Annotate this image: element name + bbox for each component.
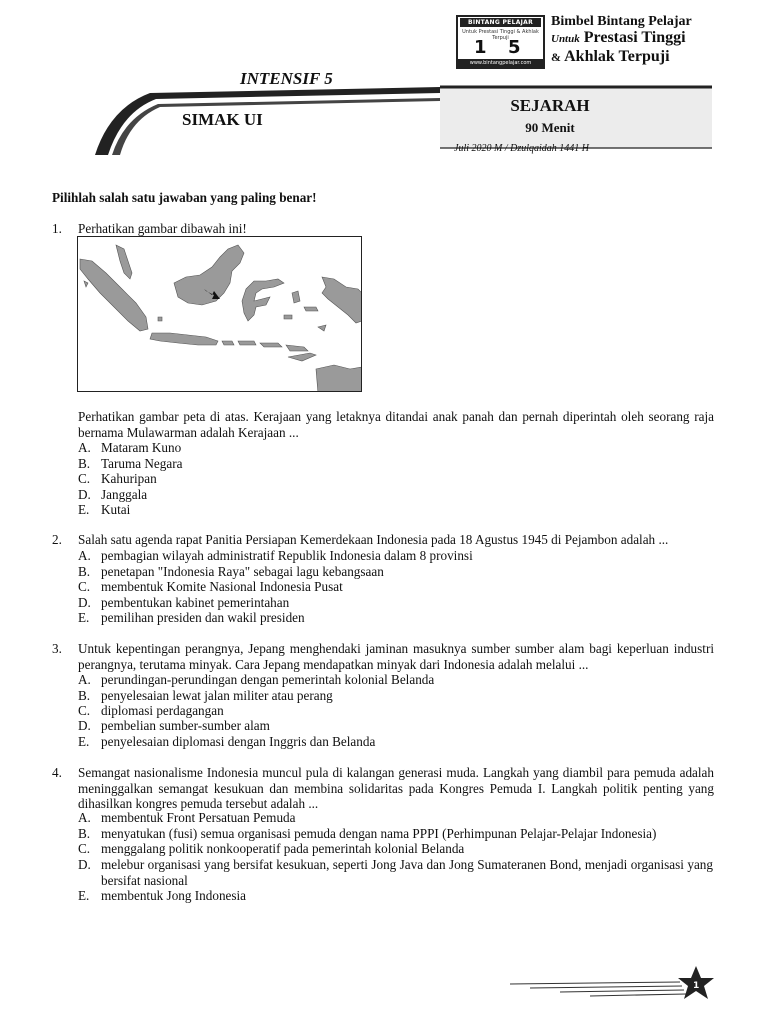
subject-title: SEJARAH [510, 96, 590, 115]
q3-number: 3. [52, 641, 62, 656]
q2-option-c[interactable]: membentuk Komite Nasional Indonesia Pusat [101, 579, 343, 594]
q3-option-c[interactable]: diplomasi perdagangan [101, 703, 224, 718]
q1-option-c-letter: C. [78, 471, 91, 486]
q4-option-c[interactable]: menggalang politik nonkooperatif pada pemerintah kolonial Belanda [101, 841, 465, 856]
brand-tagline-2-prefix: & [551, 50, 561, 64]
q4-option-b-letter: B. [78, 826, 91, 841]
q1-prompt: Perhatikan gambar dibawah ini! [78, 221, 247, 236]
q3-option-b[interactable]: penyelesaian lewat jalan militer atau perang [101, 688, 333, 703]
q2-option-b-letter: B. [78, 564, 91, 579]
brand-tagline-2-text: Akhlak Terpuji [564, 48, 670, 65]
q4-stem: Semangat nasionalisme Indonesia muncul pula di kalangan generasi muda. Langkah yang diambil para pemuda adalah meninggalkan semangat kesukuan dan membina solidaritas pada Kongres Pemuda I. Langkah politik penting yang dihasilkan kongres pemuda tersebut adalah ... [78, 765, 714, 812]
q4-option-e-letter: E. [78, 888, 90, 903]
q4-option-a-letter: A. [78, 810, 91, 825]
q1-option-e-letter: E. [78, 502, 90, 517]
q3-option-d[interactable]: pembelian sumber-sumber alam [101, 718, 270, 733]
q3-option-a-letter: A. [78, 672, 91, 687]
q4-option-d[interactable]: melebur organisasi yang bersifat kesukuan, seperti Jong Java dan Jong Sumateranen Bond, menjadi organisasi yang bersifat nasional [101, 857, 713, 888]
date-label: Juli 2020 M / Dzulqaidah 1441 H [454, 143, 589, 154]
q3-option-c-letter: C. [78, 703, 91, 718]
q2-option-d[interactable]: pembentukan kabinet pemerintahan [101, 595, 290, 610]
page-number: 1 [693, 981, 700, 991]
logo-subtitle: Untuk Prestasi Tinggi & Akhlak Terpuji [462, 29, 539, 41]
q2-option-b[interactable]: penetapan "Indonesia Raya" sebagai lagu kebangsaan [101, 564, 384, 579]
indonesia-map-image [78, 237, 362, 392]
q2-option-a[interactable]: pembagian wilayah administratif Republik Indonesia dalam 8 provinsi [101, 548, 473, 563]
q1-option-c[interactable]: Kahuripan [101, 471, 157, 486]
q1-option-b-letter: B. [78, 456, 91, 471]
q2-stem: Salah satu agenda rapat Panitia Persiapan Kemerdekaan Indonesia pada 18 Agustus 1945 di Pejambon adalah ... [78, 532, 669, 547]
q2-option-c-letter: C. [78, 579, 91, 594]
q2-option-e[interactable]: pemilihan presiden dan wakil presiden [101, 610, 305, 625]
q1-option-d[interactable]: Janggala [101, 487, 148, 502]
q3-stem: Untuk kepentingan perangnya, Jepang menghendaki jaminan masuknya sumber sumber alam bagi keperluan industri perangnya, terutama minyak. Cara Jepang mendapatkan minyak dari Indonesia adalah melalui ... [78, 641, 714, 672]
logo-number-b: 5 [508, 37, 521, 58]
footer-star-graphic [500, 962, 720, 1006]
instruction: Pilihlah salah satu jawaban yang paling benar! [52, 190, 317, 205]
q4-option-c-letter: C. [78, 841, 91, 856]
q1-option-d-letter: D. [78, 487, 91, 502]
brand-tagline-1-prefix: Untuk [551, 33, 580, 45]
exam-title: SIMAK UI [182, 110, 263, 129]
logo-website: www.bintangpelajar.com [458, 59, 543, 67]
q4-option-d-letter: D. [78, 857, 91, 872]
q1-option-e[interactable]: Kutai [101, 502, 131, 517]
brand-tagline-1 [551, 29, 686, 47]
q4-option-a[interactable]: membentuk Front Persatuan Pemuda [101, 810, 296, 825]
q4-number: 4. [52, 765, 62, 780]
q3-option-a[interactable]: perundingan-perundingan dengan pemerintah kolonial Belanda [101, 672, 435, 687]
q4-option-b[interactable]: menyatukan (fusi) semua organisasi pemuda dengan nama PPPI (Perhimpunan Pelajar-Pelajar Indonesia) [101, 826, 657, 841]
brand-logo [456, 15, 545, 69]
brand-tagline-2 [551, 48, 670, 66]
q2-option-e-letter: E. [78, 610, 90, 625]
q3-option-d-letter: D. [78, 718, 91, 733]
q1-option-a[interactable]: Mataram Kuno [101, 440, 182, 455]
q1-option-b[interactable]: Taruma Negara [101, 456, 183, 471]
q4-option-e[interactable]: membentuk Jong Indonesia [101, 888, 247, 903]
program-title: INTENSIF 5 [240, 69, 333, 88]
q3-option-b-letter: B. [78, 688, 91, 703]
q2-option-a-letter: A. [78, 548, 91, 563]
q3-option-e-letter: E. [78, 734, 90, 749]
q2-number: 2. [52, 532, 62, 547]
indonesia-map [77, 236, 362, 392]
logo-title: BINTANG PELAJAR [460, 18, 541, 27]
q3-option-e[interactable]: penyelesaian diplomasi dengan Inggris dan Belanda [101, 734, 376, 749]
logo-number-a: 1 [474, 37, 487, 58]
q2-option-d-letter: D. [78, 595, 91, 610]
brand-name: Bimbel Bintang Pelajar [551, 14, 692, 29]
q1-option-a-letter: A. [78, 440, 91, 455]
q1-number: 1. [52, 221, 62, 236]
brand-tagline-1-text: Prestasi Tinggi [583, 29, 686, 46]
q1-stem: Perhatikan gambar peta di atas. Kerajaan yang letaknya ditandai anak panah dan pernah diperintah oleh seorang raja bernama Mulawarman adalah Kerajaan ... [78, 409, 714, 440]
duration-label: 90 Menit [525, 120, 575, 135]
